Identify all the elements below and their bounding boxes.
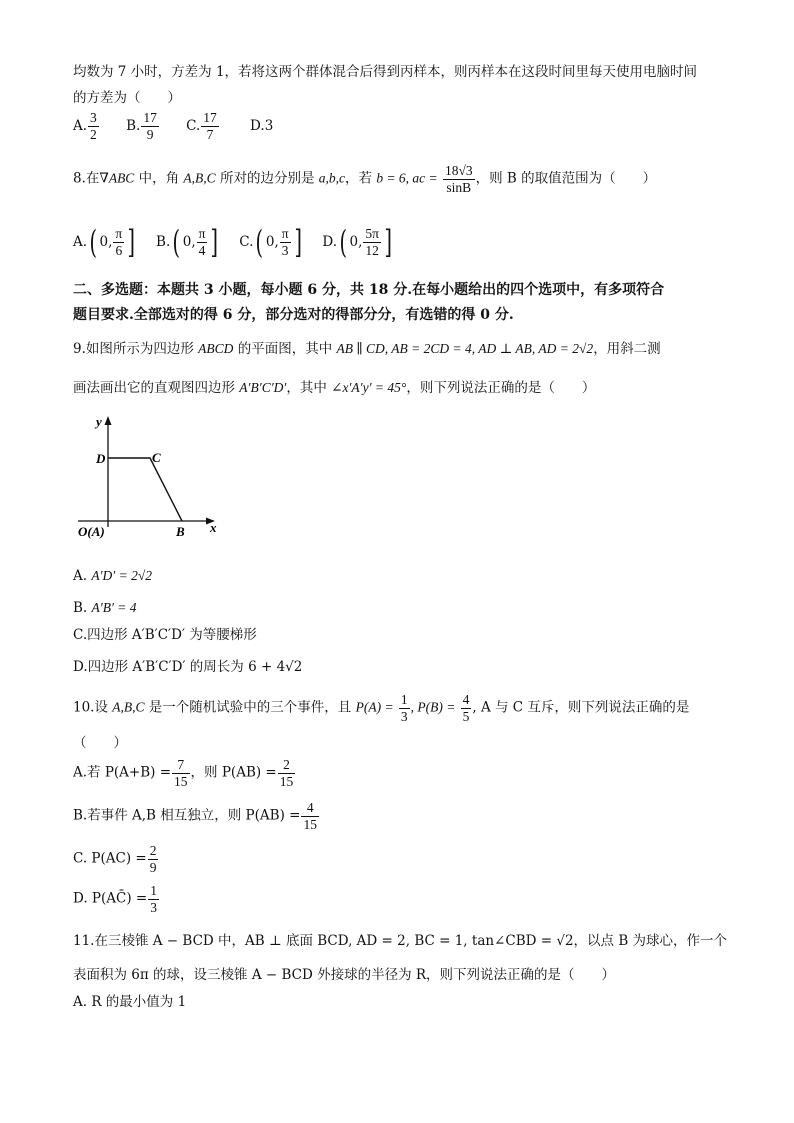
q8-option-b[interactable]: B.( 0, $\frac{\pi}{4}$ ] [156, 223, 219, 262]
q8-option-d[interactable]: D.( 0, $\frac{5\pi}{12}$ ] [322, 223, 392, 262]
q9-option-d[interactable]: D.四边形 A′B′C′D′ 的周长为 6 + 4√2 [73, 659, 303, 675]
q7-option-c[interactable]: C. $\frac{17}{7}$ [186, 110, 217, 142]
q10-option-b[interactable]: B.若事件 A,B 相互独立，则 P(AB) = $\frac{4}{15}$ [73, 800, 317, 832]
q10-option-c[interactable]: C. P(AC) = $\frac{2}{9}$ [73, 843, 157, 875]
label-x: x [210, 520, 217, 535]
q8-option-a[interactable]: A.( 0, $\frac{\pi}{6}$ ] [73, 223, 136, 262]
q11-line2: 表面积为 6π 的球，设三棱锥 A − BCD 外接球的半径为 R，则下列说法正确的是（ ） [73, 967, 616, 983]
q7-option-b[interactable]: B. $\frac{17}{9}$ [126, 110, 157, 142]
q10-option-a[interactable]: A.若 P(A+B) = $\frac{7}{15}$ ，则 P(AB) = $\frac{2}{15}$ [73, 757, 294, 789]
q11-line1: 11.在三棱锥 A − BCD 中，AB ⊥ 底面 BCD, AD = 2, BC = 1, tan∠CBD = √2，以点 B 为球心，作一个 [73, 933, 728, 949]
q8-option-c[interactable]: C.( 0, $\frac{\pi}{3}$ ] [239, 223, 302, 262]
q10-line1: 10.设 A,B,C 是一个随机试验中的三个事件，且 P(A) = $\frac{1}{3}$ , P(B) = $\frac{4}{5}$ , A 与 C 互斥，则下列说法正确的是 [73, 692, 690, 724]
q10-option-d[interactable]: D. P(AC̄) = $\frac{1}{3}$ [73, 883, 157, 915]
section2-heading-line1: 二、多选题：本题共 3 小题，每小题 6 分，共 18 分.在每小题给出的四个选项中，有多项符合 [73, 282, 665, 298]
label-y: y [96, 414, 102, 429]
q7-line1: 均数为 7 小时，方差为 1，若将这两个群体混合后得到丙样本，则丙样本在这段时间里每天使用电脑时间 [73, 64, 698, 80]
q8-options [73, 223, 394, 262]
q11-option-a[interactable]: A. R 的最小值为 1 [73, 994, 187, 1010]
q9-line1: 9.如图所示为四边形 ABCD 的平面图，其中 AB ∥ CD, AB = 2CD = 4, AD ⊥ AB, AD = 2√2，用斜二测 [73, 341, 661, 357]
q9-figure [72, 412, 232, 542]
y-arrow [105, 416, 112, 425]
q10-line2: （ ） [73, 735, 127, 751]
q7-options [73, 110, 273, 142]
quadrilateral-abcd [108, 458, 182, 521]
label-c: C [152, 450, 161, 465]
q9-option-c[interactable]: C.四边形 A′B′C′D′ 为等腰梯形 [73, 627, 257, 643]
label-d: D [96, 451, 106, 466]
q9-line2: 画法画出它的直观图四边形 A′B′C′D′，其中 ∠x′A′y′ = 45°，则下列说法正确的是（ ） [73, 380, 596, 396]
q7-option-d[interactable]: D.3 [250, 117, 274, 134]
q8-stem: 8.在∇ABC 中，角 A,B,C 所对的边分别是 a,b,c，若 b = 6, ac = $\frac{18√3}{\sin B}$ ，则 B 的取值范围为（ ） [73, 163, 657, 195]
label-o: O(A) [78, 524, 105, 539]
section2-heading-line2: 题目要求.全部选对的得 6 分，部分选对的得部分分，有选错的得 0 分. [73, 307, 514, 323]
label-b: B [176, 524, 185, 539]
q7-option-a[interactable]: A. $\frac{3}{2}$ [73, 110, 97, 142]
q7-line2: 的方差为（ ） [73, 90, 181, 106]
q9-option-b[interactable]: B. A′B′ = 4 [73, 600, 137, 616]
q9-option-a[interactable]: A. A′D′ = 2√2 [73, 568, 153, 584]
